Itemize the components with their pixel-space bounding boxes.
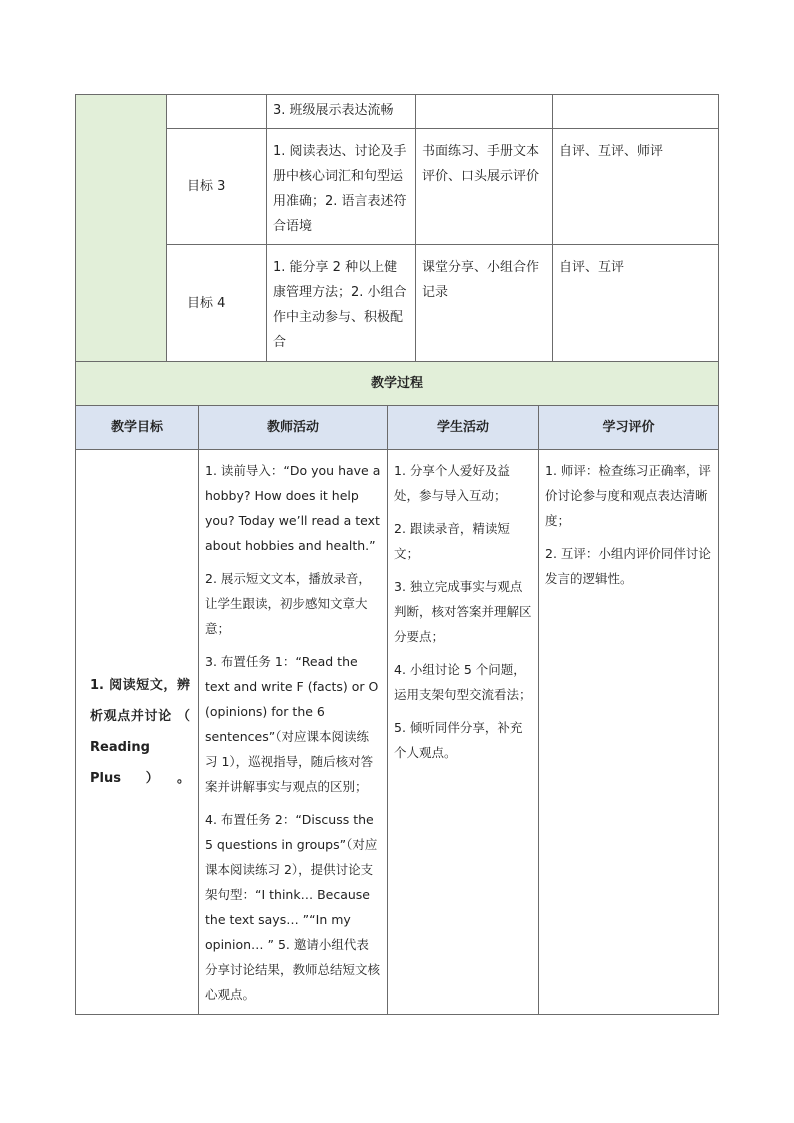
teacher-activity-item: 2. 展示短文文本，播放录音，让学生跟读，初步感知文章大意； — [205, 571, 371, 636]
header-teacher-activity: 教师活动 — [199, 406, 388, 450]
criteria-cell: 1. 阅读表达、讨论及手册中核心词汇和句型运用准确；2. 语言表述符合语境 — [267, 129, 416, 245]
student-activity-item: 3. 独立完成事实与观点判断，核对答案并理解区分要点； — [394, 579, 532, 644]
evaluation-table — [75, 94, 719, 362]
teacher-activity-cell — [199, 450, 388, 1015]
header-evaluation: 学习评价 — [539, 406, 719, 450]
objective-cell: 1. 阅读短文，辨析观点并讨论 （ Reading Plus）。 — [76, 450, 199, 1015]
goal-cell: 目标 3 — [167, 129, 267, 245]
criteria-cell: 1. 能分享 2 种以上健康管理方法；2. 小组合作中主动参与、积极配合 — [267, 245, 416, 362]
header-objective: 教学目标 — [76, 406, 199, 450]
method-cell: 课堂分享、小组合作记录 — [416, 245, 553, 362]
evaluation-item: 2. 互评：小组内评价同伴讨论发言的逻辑性。 — [545, 546, 711, 586]
teacher-activity-item: 3. 布置任务 1：“Read the text and write F (facts) or O (opinions) for the 6 sentences”（对应课本阅读练习 1），巡视指导，随后核对答案并讲解事实与观点的区别； — [205, 654, 379, 794]
evaluation-cell — [539, 450, 719, 1015]
green-side-cell — [76, 95, 167, 362]
teacher-activity-item: 1. 读前导入：“Do you have a hobby? How does it help you? Today we’ll read a text about hobbies and health.” — [205, 463, 381, 553]
evaluation-item: 1. 师评：检查练习正确率，评价讨论参与度和观点表达清晰度； — [545, 463, 711, 528]
student-activity-cell — [388, 450, 539, 1015]
method-cell: 书面练习、手册文本评价、口头展示评价 — [416, 129, 553, 245]
student-activity-item: 2. 跟读录音，精读短文； — [394, 521, 510, 561]
teacher-activity-item: 4. 布置任务 2：“Discuss the 5 questions in groups”（对应课本阅读练习 2），提供讨论支架句型：“I think… Because the text says… ”“In my opinion… ” 5. 邀请小组代表分享讨论结果，教师总结短文核心观点。 — [205, 812, 381, 1002]
section-title: 教学过程 — [76, 362, 719, 406]
student-activity-item: 4. 小组讨论 5 个问题，运用支架句型交流看法； — [394, 662, 532, 702]
student-activity-item: 1. 分享个人爱好及益处，参与导入互动； — [394, 463, 510, 503]
teaching-process-table — [75, 361, 719, 1015]
evaluator-cell: 自评、互评 — [553, 245, 719, 362]
method-cell — [416, 95, 553, 129]
goal-cell: 目标 4 — [167, 245, 267, 362]
goal-cell — [167, 95, 267, 129]
criteria-cell: 3. 班级展示表达流畅 — [267, 95, 416, 129]
evaluator-cell — [553, 95, 719, 129]
student-activity-item: 5. 倾听同伴分享，补充个人观点。 — [394, 720, 523, 760]
evaluator-cell: 自评、互评、师评 — [553, 129, 719, 245]
header-student-activity: 学生活动 — [388, 406, 539, 450]
